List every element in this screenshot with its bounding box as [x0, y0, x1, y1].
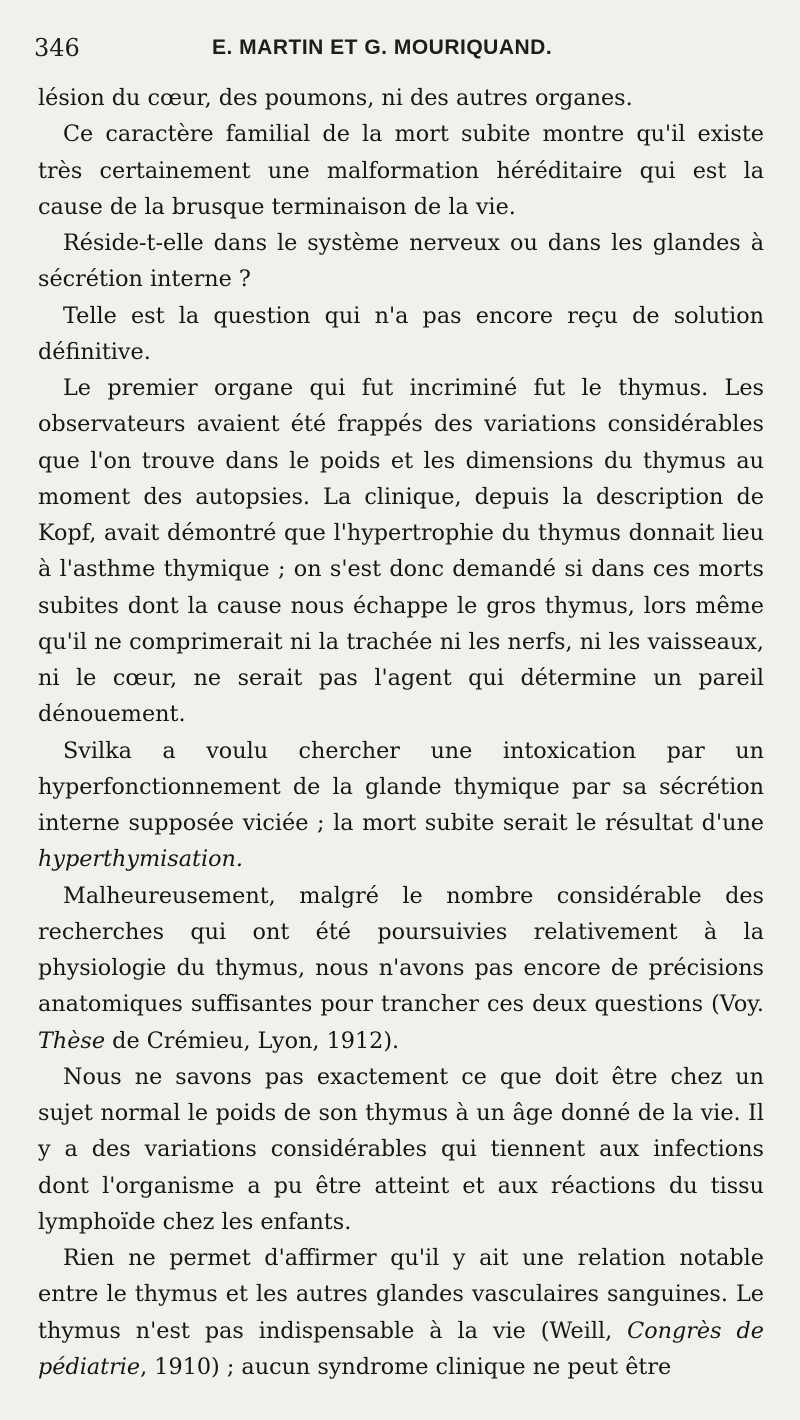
- paragraph: Réside-t-elle dans le système nerveux ou dans les glandes à sécrétion interne ?: [38, 230, 764, 293]
- paragraph: Telle est la question qui n'a pas encore reçu de solution définitive.: [38, 302, 764, 365]
- paragraph-text: Rien ne permet d'affirmer qu'il y ait une relation notable entre le thymus et les autres glandes vasculaires sanguines. Le thymus n'est pas indispensable à la vie (Weill,: [38, 1245, 764, 1344]
- paragraph: Le premier organe qui fut incriminé fut le thymus. Les observateurs avaient été frappés des variations considérables que l'on trouve dans le poids et les dimensions du thymus au moment des autopsies. La clinique, depuis la description de Kopf, avait démontré que l'hypertrophie du thymus donnait lieu à l'asthme thymique ; on s'est donc demandé si dans ces morts subites dont la cause nous échappe le gros thymus, lors même qu'il ne comprimerait ni la trachée ni les nerfs, ni les vaisseaux, ni le cœur, ne serait pas l'agent qui détermine un pareil dénouement.: [38, 375, 764, 728]
- paragraph: Ce caractère familial de la mort subite montre qu'il existe très certainement une malformation héréditaire qui est la cause de la brusque terminaison de la vie.: [38, 121, 764, 220]
- italic-text: Thèse: [38, 1027, 106, 1054]
- paragraph: [38, 1240, 764, 1385]
- paragraph: [38, 733, 764, 878]
- page-number: 346: [34, 34, 80, 62]
- italic-text: hyperthymisation.: [38, 846, 243, 873]
- paragraph-text: , 1910) ; aucun syndrome clinique ne peut être: [140, 1353, 672, 1380]
- paragraph: [38, 878, 764, 1059]
- paragraph-text: de Crémieu, Lyon, 1912).: [105, 1027, 400, 1054]
- paragraph: lésion du cœur, des poumons, ni des autres organes.: [38, 85, 633, 111]
- paragraph-text: Malheureusement, malgré le nombre considérable des recherches qui ont été poursuivies relativement à la physiologie du thymus, nous n'avons pas encore de précisions anatomiques suffisantes pour trancher ces deux questions (Voy.: [38, 882, 764, 1018]
- body-text: [38, 80, 764, 1385]
- paragraph: Nous ne savons pas exactement ce que doit être chez un sujet normal le poids de son thymus à un âge donné de la vie. Il y a des variations considérables qui tiennent aux infections dont l'organisme a pu être atteint et aux réactions du tissu lymphoïde chez les enfants.: [38, 1063, 764, 1235]
- italic-text: Congrès de pédiatrie: [38, 1317, 764, 1380]
- page-header: [34, 34, 764, 66]
- running-head: E. MARTIN ET G. MOURIQUAND.: [212, 36, 553, 59]
- paragraph-text: Svilka a voulu chercher une intoxication par un hyperfonctionnement de la glande thymique par sa sécrétion interne supposée viciée ; la mort subite serait le résultat d'une: [38, 737, 764, 836]
